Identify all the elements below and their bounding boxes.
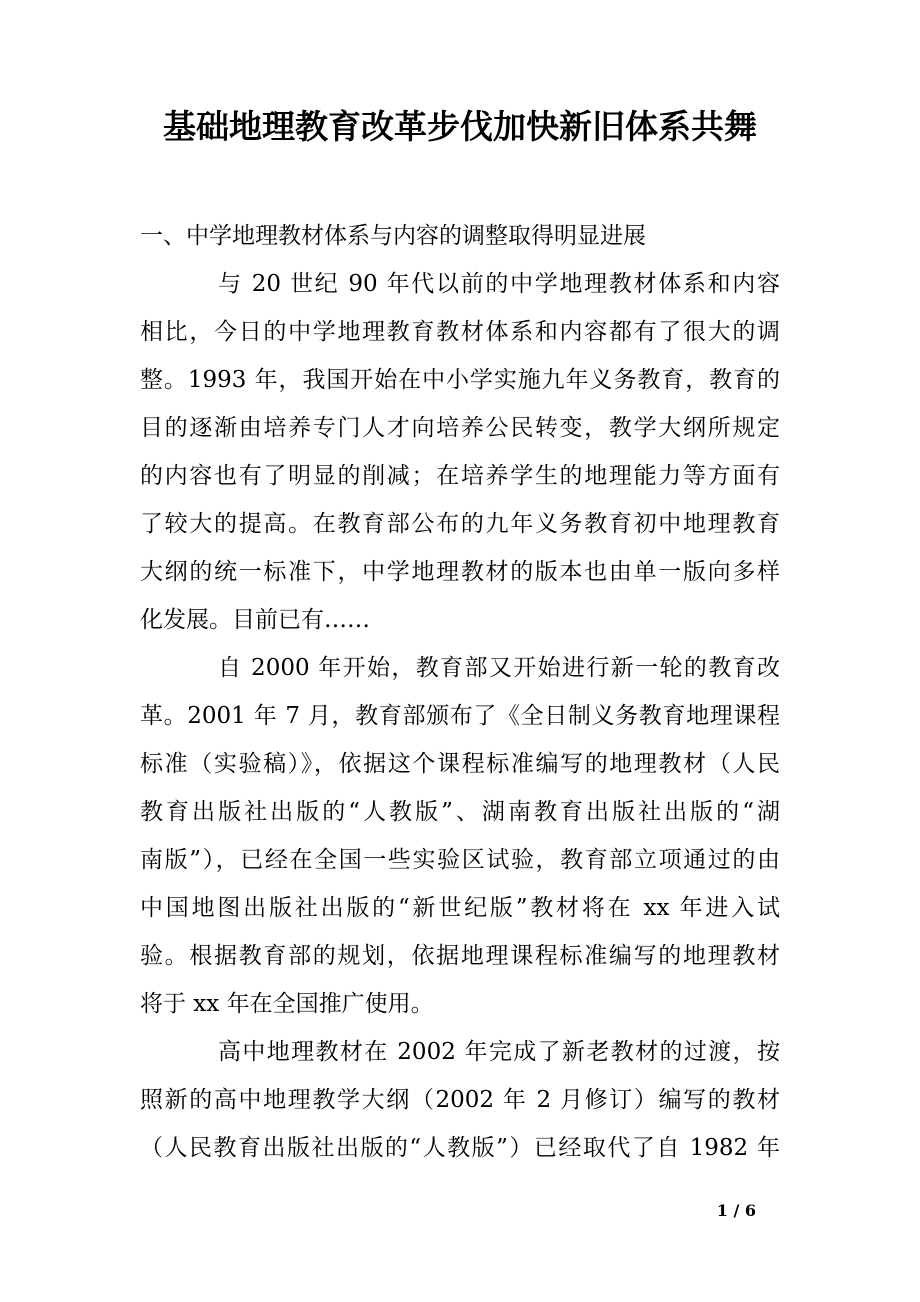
text-line: 整。1993 年，我国开始在中小学实施九年义务教育，教育的 <box>140 367 780 393</box>
text-line: 验。根据教育部的规划，依据地理课程标准编写的地理教材 <box>140 943 780 969</box>
text-line: 照新的高中地理教学大纲（2002 年 2 月修订）编写的教材 <box>140 1087 780 1113</box>
text-line: 中国地图出版社出版的“新世纪版”教材将在 xx 年进入试 <box>140 895 780 921</box>
section-heading: 一、中学地理教材体系与内容的调整取得明显进展 <box>140 223 646 249</box>
text-line: 的内容也有了明显的削减；在培养学生的地理能力等方面有 <box>140 463 780 489</box>
text-line: 南版”），已经在全国一些实验区试验，教育部立项通过的由 <box>140 847 780 873</box>
text-line: 化发展。目前已有…… <box>140 607 370 633</box>
text-line: 了较大的提高。在教育部公布的九年义务教育初中地理教育 <box>140 511 780 537</box>
text-line: 自 2000 年开始，教育部又开始进行新一轮的教育改 <box>218 655 780 681</box>
text-line: 大纲的统一标准下，中学地理教材的版本也由单一版向多样 <box>140 559 780 585</box>
text-line: 高中地理教材在 2002 年完成了新老教材的过渡，按 <box>218 1039 780 1065</box>
text-line: 革。2001 年 7 月，教育部颁布了《全日制义务教育地理课程 <box>140 703 780 729</box>
text-line: 将于 xx 年在全国推广使用。 <box>140 991 434 1017</box>
text-line: 标准（实验稿）》，依据这个课程标准编写的地理教材（人民 <box>140 751 780 777</box>
text-line: 教育出版社出版的“人教版”、湖南教育出版社出版的“湖 <box>140 799 780 825</box>
page-number: 1 / 6 <box>716 1201 756 1220</box>
text-line: 相比，今日的中学地理教育教材体系和内容都有了很大的调 <box>140 319 780 345</box>
text-line: 与 20 世纪 90 年代以前的中学地理教材体系和内容 <box>218 271 780 297</box>
text-line: （人民教育出版社出版的“人教版”）已经取代了自 1982 年 <box>140 1135 780 1161</box>
text-line: 目的逐渐由培养专门人才向培养公民转变，教学大纲所规定 <box>140 415 780 441</box>
document-title: 基础地理教育改革步伐加快新旧体系共舞 <box>163 107 757 146</box>
document-body <box>140 212 780 1172</box>
